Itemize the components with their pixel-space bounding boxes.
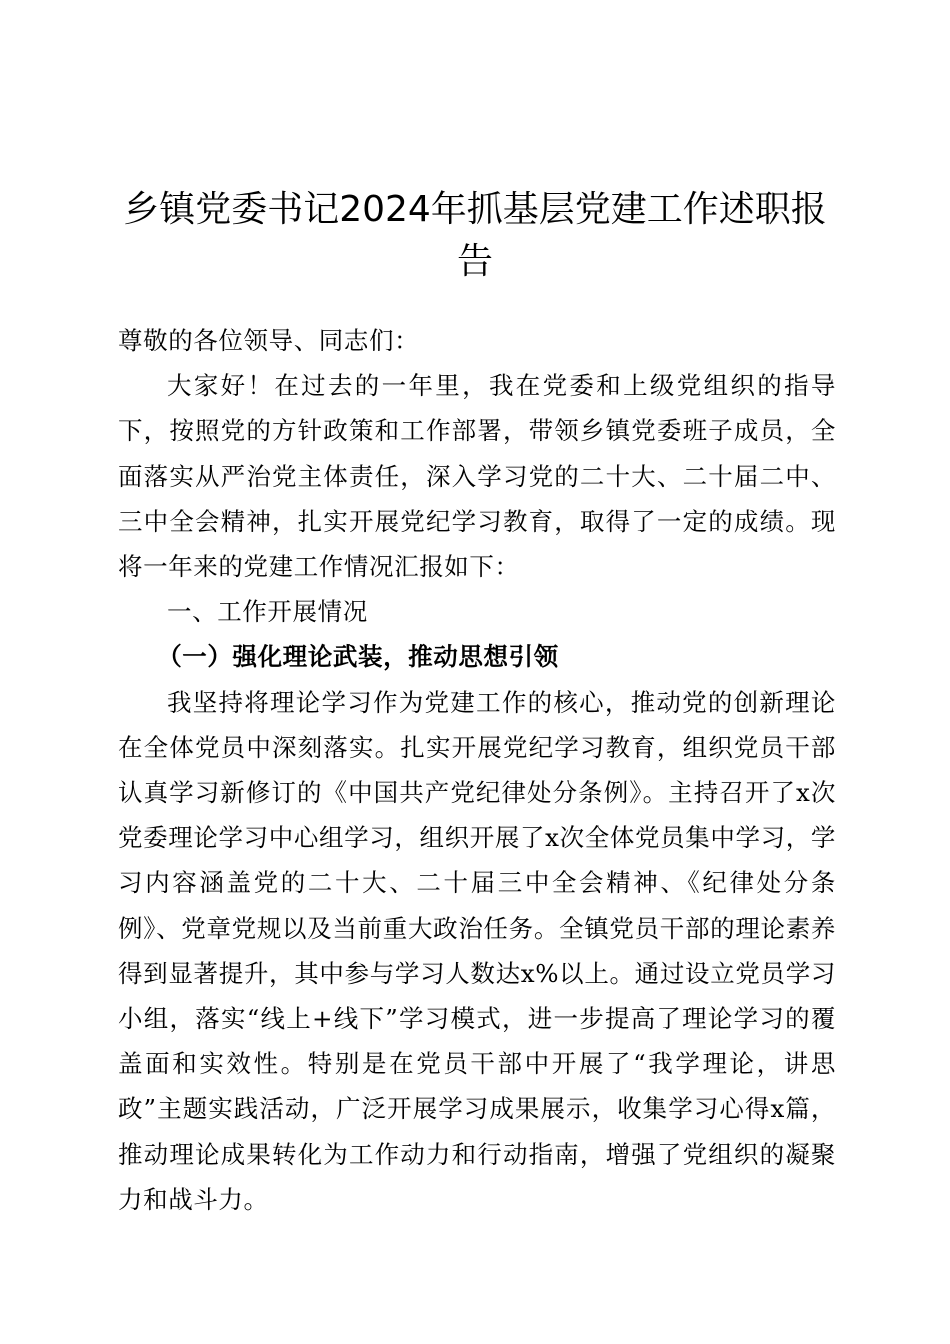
document-title: 乡镇党委书记2024年抓基层党建工作述职报告 (123, 189, 827, 282)
subsection-heading-1: （一）强化理论武装，推动思想引领 (157, 642, 559, 672)
section-heading-1: 一、工作开展情况 (167, 597, 368, 627)
salutation: 尊敬的各位领导、同志们： (118, 326, 420, 355)
document-body (118, 318, 836, 1222)
intro-paragraph: 大家好！在过去的一年里，我在党委和上级党组织的指导下，按照党的方针政策和工作部署，带领乡镇党委班子成员，全面落实从严治党主体责任，深入学习党的二十大、二十届二中、三中全会精神，扎实开展党纪学习教育，取得了一定的成绩。现将一年来的党建工作情况汇报如下： (118, 371, 836, 582)
subsection-paragraph-1: 我坚持将理论学习作为党建工作的核心，推动党的创新理论在全体党员中深刻落实。扎实开展党纪学习教育，组织党员干部认真学习新修订的《中国共产党纪律处分条例》。主持召开了x次党委理论学习中心组学习，组织开展了x次全体党员集中学习，学习内容涵盖党的二十大、二十届三中全会精神、《纪律处分条例》、党章党规以及当前重大政治任务。全镇党员干部的理论素养得到显著提升，其中参与学习人数达x%以上。通过设立党员学习小组，落实“线上+线下”学习模式，进一步提高了理论学习的覆盖面和实效性。特别是在党员干部中开展了“我学理论，讲思政”主题实践活动，广泛开展学习成果展示，收集学习心得x篇，推动理论成果转化为工作动力和行动指南，增强了党组织的凝聚力和战斗力。 (118, 687, 836, 1214)
